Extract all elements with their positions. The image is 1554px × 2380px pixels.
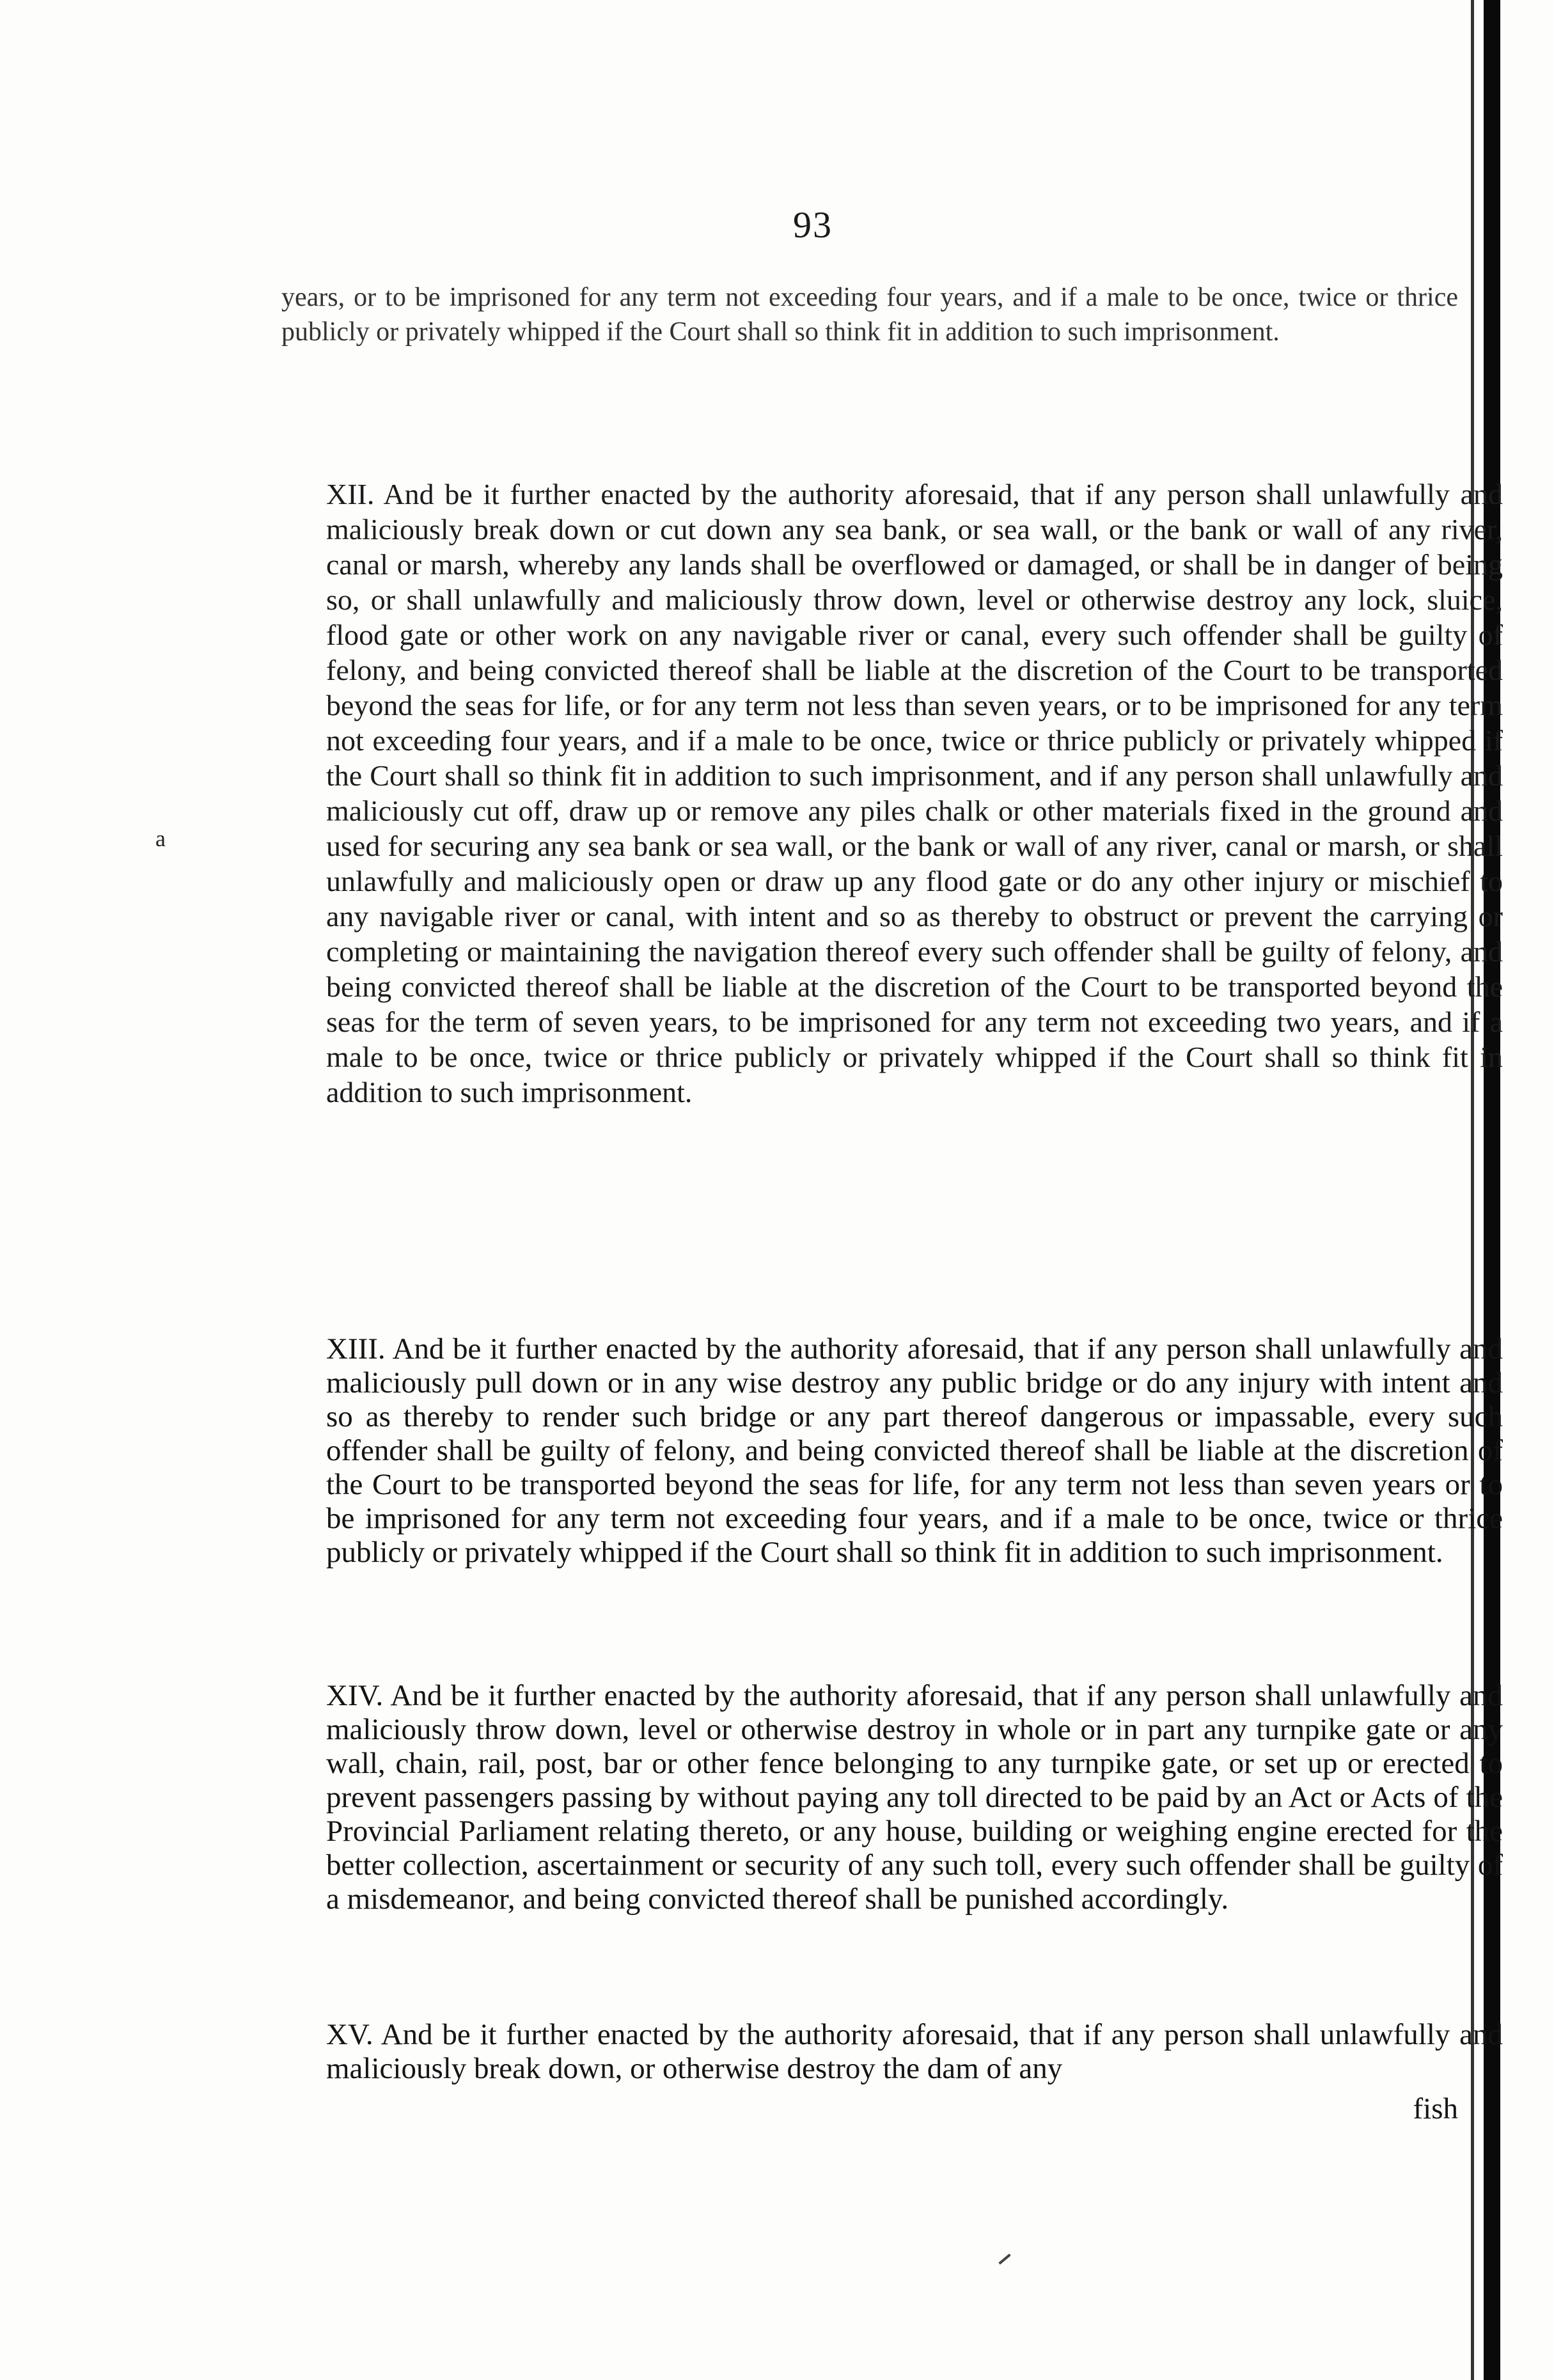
section-xiii: XIII. And be it further enacted by the authority aforesaid, that if any person shall unlawfully and maliciously pull down or in any wise destroy any public bridge or do any injury with intent and so as thereby to render such bridge or any part thereof dangerous or impassable, every such offender shall be guilty of felony, and being convicted thereof shall be liable at the discretion of the Court to be transported beyond the seas for life, for any term not less than seven years or to be imprisoned for any term not exceeding four years, and if a male to be once, twice or thrice publicly or privately whipped if the Court shall so think fit in addition to such imprisonment. (326, 1332, 1503, 1569)
section-xiv: XIV. And be it further enacted by the authority aforesaid, that if any person shall unlawfully and maliciously throw down, level or otherwise destroy in whole or in part any turnpike gate or any wall, chain, rail, post, bar or other fence belonging to any turnpike gate, or set up or erected to prevent passengers passing by without paying any toll directed to be paid by an Act or Acts of the Provincial Parliament relating thereto, or any house, building or weighing engine erected for the better collection, ascertainment or security of any such toll, every such offender shall be guilty of a misdemeanor, and being convicted thereof shall be punished accordingly. (326, 1679, 1503, 1916)
section-xii: XII. And be it further enacted by the authority aforesaid, that if any person shall unlawfully and maliciously break down or cut down any sea bank, or sea wall, or the bank or wall of any river, canal or marsh, whereby any lands shall be overflowed or damaged, or shall be in danger of being so, or shall unlawfully and maliciously throw down, level or otherwise destroy any lock, sluice, flood gate or other work on any navigable river or canal, every such offender shall be guilty of felony, and being convicted thereof shall be liable at the discretion of the Court to be transported beyond the seas for life, or for any term not less than seven years, or to be imprisoned for any term not exceeding four years, and if a male to be once, twice or thrice publicly or privately whipped if the Court shall so think fit in addition to such imprisonment, and if any person shall unlawfully and maliciously cut off, draw up or remove any piles chalk or other materials fixed in the ground and used for securing any sea bank or sea wall, or the bank or wall of any river, canal or marsh, or shall unlawfully and maliciously open or draw up any flood gate or do any other injury or mischief to any navigable river or canal, with intent and so as thereby to obstruct or prevent the carrying or completing or maintaining the navigation thereof every such offender shall be guilty of felony, and being convicted thereof shall be liable at the discretion of the Court to be transported beyond the seas for the term of seven years, to be imprisoned for any term not exceeding two years, and if a male to be once, twice or thrice publicly or privately whipped if the Court shall so think fit in addition to such imprisonment. (326, 478, 1503, 1108)
catchword: fish (1413, 2092, 1458, 2125)
page-number: 93 (793, 204, 833, 246)
section-xv: XV. And be it further enacted by the authority aforesaid, that if any person shall unlawfully and maliciously break down, or otherwise destroy the dam of any (326, 2018, 1503, 2085)
stray-ink-mark (998, 2253, 1010, 2264)
paragraph-continued: years, or to be imprisoned for any term not exceeding four years, and if a male to be once, twice or thrice publicly or privately whipped if the Court shall so think fit in addition to such imprisonment. (281, 283, 1458, 347)
margin-mark: a (155, 826, 166, 851)
